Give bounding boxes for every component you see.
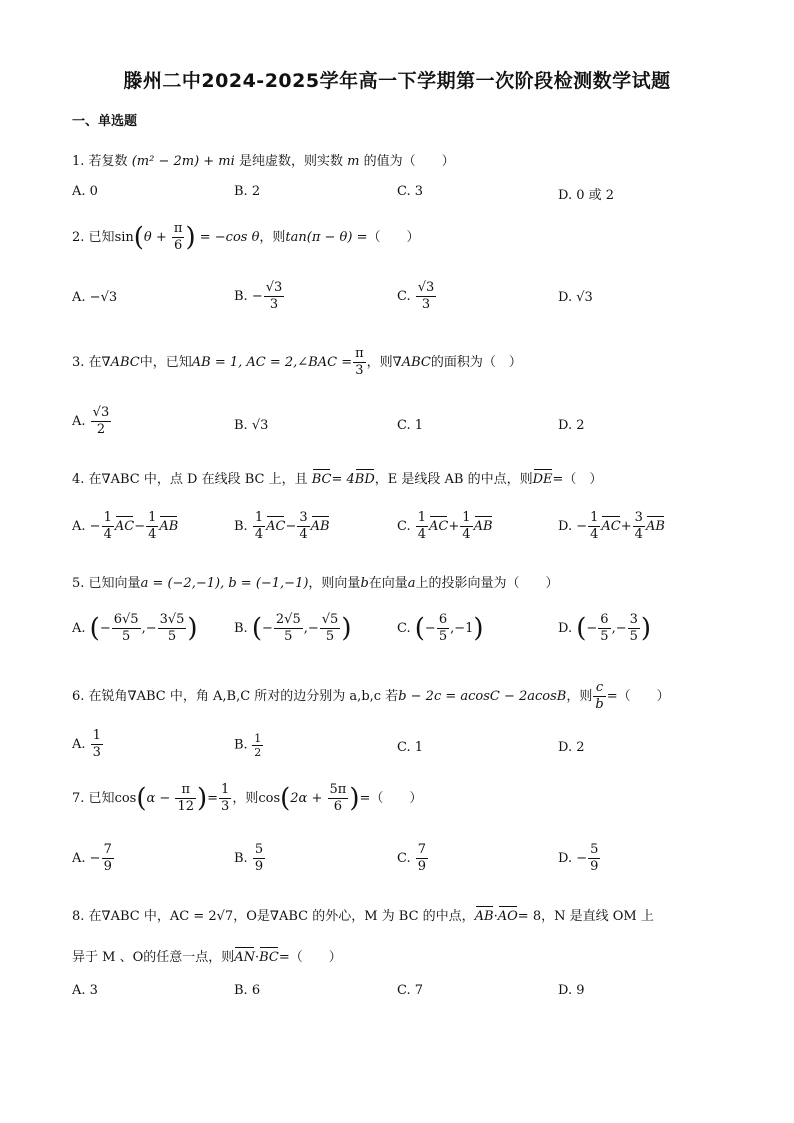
fraction [112, 612, 141, 645]
numerator: 5 [590, 842, 599, 857]
numerator: 5 [254, 842, 264, 857]
option-b [234, 280, 285, 313]
vector: BD [354, 472, 375, 487]
numerator: 1 [462, 510, 471, 525]
option-label: B. [234, 851, 248, 866]
fraction [102, 510, 114, 543]
option-b: B. (− $\frac{2√5}{5}$ ,− $\frac{√5}{5}$ ) [234, 612, 352, 644]
question-text: ，则向量 [308, 576, 361, 591]
numerator: 6 [438, 612, 448, 627]
question-8 [72, 905, 654, 924]
option-b [234, 418, 268, 433]
question-3 [72, 346, 522, 379]
fraction [628, 612, 640, 645]
sign: − [89, 519, 101, 534]
option-d: D. 2 [558, 740, 585, 755]
option-label: B. [234, 621, 248, 636]
paren-open: ( [576, 613, 587, 644]
option-a [72, 290, 117, 305]
fraction [460, 510, 472, 543]
question-text: 异于 M 、O的任意一点，则 [72, 950, 235, 965]
option-c: C. 1 [397, 740, 424, 755]
math-variable: b [360, 576, 369, 591]
fraction [274, 612, 303, 645]
denominator: 5 [438, 629, 448, 644]
fraction [253, 842, 265, 875]
question-text: ，则 [259, 230, 286, 245]
question-7 [72, 782, 422, 815]
denominator: 4 [590, 527, 599, 542]
question-text: ，则 [566, 689, 593, 704]
paren-open: ( [136, 783, 147, 814]
denominator: 9 [417, 859, 427, 874]
option-label: B. [234, 737, 248, 753]
denominator: 9 [254, 859, 264, 874]
numerator: 2√5 [275, 612, 301, 627]
numerator: 7 [417, 842, 427, 857]
option-b [234, 842, 266, 875]
option-d: D. 0 或 2 [558, 188, 615, 203]
operator: − [134, 519, 146, 534]
fraction [158, 612, 187, 645]
denominator: 5 [167, 629, 177, 644]
question-text: 已知 [88, 230, 115, 245]
numerator: √3 [92, 405, 110, 420]
question-text: 已知 [88, 791, 115, 806]
numerator: 1 [254, 510, 264, 525]
question-text: 已知向量 [88, 576, 141, 591]
question-text: 的值为（ ） [363, 154, 455, 169]
denominator: 4 [299, 527, 308, 542]
math-variable: ABC [401, 355, 431, 370]
denominator: 3 [92, 745, 101, 760]
numerator: c [593, 680, 605, 697]
option-d [558, 510, 665, 543]
operator: + [448, 519, 460, 534]
denominator: 12 [177, 799, 194, 814]
question-text: =（ ） [606, 689, 670, 704]
numerator: π [355, 346, 364, 361]
numerator: 6√5 [113, 612, 139, 627]
question-number: 3. [72, 355, 85, 370]
question-text: （ ） [367, 230, 420, 245]
paren-close: ) [349, 783, 360, 814]
paren-open: ( [89, 613, 100, 644]
question-1 [72, 150, 455, 169]
denominator: 4 [634, 527, 643, 542]
option-a [72, 842, 115, 875]
denominator: 2 [254, 746, 262, 759]
vector: AC [601, 519, 621, 534]
question-6 [72, 680, 670, 713]
option-c [397, 842, 429, 875]
numerator: √3 [265, 280, 283, 295]
vector: AC [266, 519, 286, 534]
numerator: 3 [634, 510, 643, 525]
numerator: 1 [103, 510, 112, 525]
numerator: 5π [329, 782, 347, 797]
fraction [102, 842, 114, 875]
option-b [234, 732, 264, 759]
question-number: 7. [72, 791, 85, 806]
denominator: b [595, 697, 604, 712]
paren-open: ( [133, 222, 144, 253]
option-a [72, 405, 112, 438]
vector: AB [159, 519, 179, 534]
sign: − [576, 519, 588, 534]
vector: AB [645, 519, 665, 534]
vector: AB [473, 519, 493, 534]
option-a: A. (− $\frac{6√5}{5}$ ,− $\frac{3√5}{5}$ ) [72, 612, 198, 644]
fraction [146, 510, 158, 543]
paren-close: ) [341, 613, 352, 644]
option-label: A. [72, 621, 86, 636]
option-label: C. [397, 519, 411, 534]
question-text: 是纯虚数，则实数 [238, 154, 343, 169]
numerator: 1 [221, 782, 230, 797]
vector: AC [114, 519, 135, 534]
sign: − [89, 851, 101, 866]
option-label: C. [397, 621, 411, 636]
option-c: C. (− $\frac{6}{5}$ ,−1) [397, 612, 484, 644]
denominator: 3 [221, 799, 230, 814]
numerator: 1 [590, 510, 599, 525]
numerator: 3 [299, 510, 308, 525]
fraction [416, 280, 437, 313]
option-d: D. (− $\frac{6}{5}$ ,− $\frac{3}{5}$ ) [558, 612, 652, 644]
denominator: 5 [325, 629, 335, 644]
question-text: 在∇ABC 中，AC = 2√7，O是∇ABC 的外心，M 为 BC 的中点， [88, 909, 475, 924]
option-a [72, 510, 178, 543]
option-label: B. [234, 289, 248, 304]
operator: · [493, 909, 498, 924]
denominator: 4 [417, 527, 427, 542]
operator: + [620, 519, 632, 534]
option-d [558, 842, 601, 875]
numerator: 1 [254, 732, 262, 745]
numerator: 1 [92, 728, 101, 743]
option-label: B. [234, 418, 248, 433]
question-text: ，E 是线段 AB 的中点，则 [374, 472, 533, 487]
question-text: 在∇ [88, 355, 111, 370]
option-label: A. [72, 290, 86, 305]
paren-open: ( [251, 613, 262, 644]
option-label: A. [72, 737, 86, 752]
question-number: 8. [72, 909, 85, 924]
numerator: 3 [629, 612, 638, 627]
option-label: C. [397, 851, 411, 866]
math-expression: a = (−2,−1), b = (−1,−1) [140, 576, 309, 591]
paren-close: ) [196, 783, 208, 814]
operator: = [207, 791, 219, 806]
numerator: 7 [103, 842, 112, 857]
option-a: A. 3 [72, 983, 98, 998]
paren-open: ( [414, 613, 425, 644]
fraction [253, 510, 265, 543]
fraction [416, 842, 428, 875]
question-2 [72, 221, 419, 254]
option-b [234, 510, 330, 543]
question-text: 在锐角∇ABC 中，角 A,B,C 所对的边分别为 a,b,c 若 [88, 689, 399, 704]
option-label: D. [558, 621, 573, 636]
question-text: 在向量 [368, 576, 408, 591]
fraction [175, 782, 196, 815]
paren-close: ) [185, 222, 196, 253]
numerator: 6 [600, 612, 609, 627]
denominator: 4 [148, 527, 157, 542]
fraction [598, 612, 610, 645]
denominator: 2 [96, 422, 106, 437]
vector: AN [234, 950, 255, 965]
option-c: C. 7 [397, 983, 424, 998]
denominator: 4 [103, 527, 112, 542]
option-d [558, 290, 593, 305]
denominator: 5 [122, 629, 131, 644]
denominator: 5 [600, 629, 609, 644]
math-expression: α − [146, 791, 175, 806]
fraction [320, 612, 341, 645]
option-label: D. [558, 290, 573, 305]
option-label: A. [72, 851, 86, 866]
option-a [72, 728, 104, 761]
numerator: 1 [148, 510, 157, 525]
numerator: 3√5 [159, 612, 185, 627]
fraction [437, 612, 449, 645]
math-expression: AB = 1, AC = 2,∠BAC = [191, 355, 353, 370]
question-text: =（ ） [359, 791, 423, 806]
option-c [397, 510, 493, 543]
question-number: 1. [72, 154, 85, 169]
math-expression: (m² − 2m) + mi [131, 154, 235, 169]
option-a: A. 0 [72, 184, 98, 199]
question-text: = 8，N 是直线 OM 上 [517, 909, 654, 924]
question-text: 若复数 [88, 154, 128, 169]
paren-close: ) [473, 613, 484, 644]
denominator: 4 [462, 527, 471, 542]
question-number: 4. [72, 472, 85, 487]
fraction [353, 346, 366, 379]
vector: AB [310, 519, 330, 534]
fraction [633, 510, 645, 543]
paren-close: ) [640, 613, 652, 644]
math-expression: b − 2c = acosC − 2acosB [398, 689, 567, 704]
numerator: 1 [417, 510, 427, 525]
fraction [172, 221, 185, 254]
option-d: D. 9 [558, 983, 585, 998]
numerator: π [175, 782, 196, 799]
question-text: 的面积为（ ） [430, 355, 522, 370]
question-number: 2. [72, 230, 85, 245]
denominator: 3 [421, 297, 431, 312]
fraction [91, 405, 112, 438]
fraction [264, 280, 285, 313]
denominator: 5 [629, 629, 638, 644]
question-number: 6. [72, 689, 85, 704]
question-text: ，则∇ [366, 355, 402, 370]
option-d: D. 2 [558, 418, 585, 433]
question-text: =（ ） [552, 472, 603, 487]
vector: AB [474, 909, 494, 924]
math-expression: = −cos θ [199, 230, 260, 245]
option-label: A. [72, 519, 86, 534]
paren-open: ( [280, 783, 291, 814]
math-function: cos [114, 791, 137, 806]
numerator: √5 [321, 612, 339, 627]
option-label: A. [72, 414, 86, 429]
numerator: √3 [417, 280, 435, 295]
fraction [297, 510, 309, 543]
sign: − [251, 289, 263, 304]
paren-close: ) [187, 613, 198, 644]
denominator: 6 [333, 799, 343, 814]
question-text: 在∇ABC 中，点 D 在线段 BC 上，且 [88, 472, 308, 487]
denominator: 5 [284, 629, 293, 644]
option-b: B. 6 [234, 983, 261, 998]
question-5 [72, 572, 559, 591]
question-number: 5. [72, 576, 85, 591]
fraction [593, 680, 605, 713]
section-heading: 一、单选题 [72, 114, 138, 129]
option-label: D. [558, 519, 573, 534]
vector: DE [532, 472, 553, 487]
page-title: 滕州二中2024-2025学年高一下学期第一次阶段检测数学试题 [123, 70, 671, 92]
option-value: √3 [576, 290, 593, 305]
math-expression: 2α + [290, 791, 327, 806]
denominator: 4 [254, 527, 264, 542]
option-c [397, 280, 437, 313]
fraction [588, 842, 600, 875]
fraction [588, 510, 600, 543]
option-label: D. [558, 851, 573, 866]
vector: BC [259, 950, 279, 965]
question-4 [72, 468, 602, 487]
option-value: −√3 [89, 290, 118, 305]
vector: AC [429, 519, 449, 534]
fraction [328, 782, 349, 815]
sign: − [576, 851, 588, 866]
denominator: 9 [590, 859, 599, 874]
vector: BC [311, 472, 332, 487]
question-text: 中，已知 [139, 355, 192, 370]
math-variable: m [347, 154, 360, 169]
option-value: √3 [251, 418, 269, 433]
option-c: C. 1 [397, 418, 424, 433]
math-expression: θ + [143, 230, 171, 245]
value: −1 [454, 621, 474, 636]
math-expression: = 4 [331, 472, 355, 487]
math-variable: ABC [110, 355, 140, 370]
option-c: C. 3 [397, 184, 424, 199]
math-function: cos [258, 791, 281, 806]
question-text: 上的投影向量为（ ） [415, 576, 559, 591]
option-b: B. 2 [234, 184, 261, 199]
fraction [416, 510, 428, 543]
operator: − [285, 519, 297, 534]
question-text: ，则 [232, 791, 259, 806]
option-label: B. [234, 519, 248, 534]
vector: AO [497, 909, 518, 924]
fraction [219, 782, 231, 815]
math-variable: a [407, 576, 416, 591]
math-function: sin [114, 230, 134, 245]
numerator: π [173, 221, 183, 236]
operator: · [255, 950, 260, 965]
denominator: 9 [103, 859, 112, 874]
question-text: =（ ） [278, 950, 342, 965]
denominator: 6 [174, 238, 183, 253]
option-label: C. [397, 289, 411, 304]
fraction [252, 732, 263, 759]
denominator: 3 [269, 297, 279, 312]
fraction [91, 728, 103, 761]
question-8-line-2 [72, 946, 342, 965]
denominator: 3 [355, 363, 364, 378]
math-expression: tan(π − θ) = [285, 230, 368, 245]
